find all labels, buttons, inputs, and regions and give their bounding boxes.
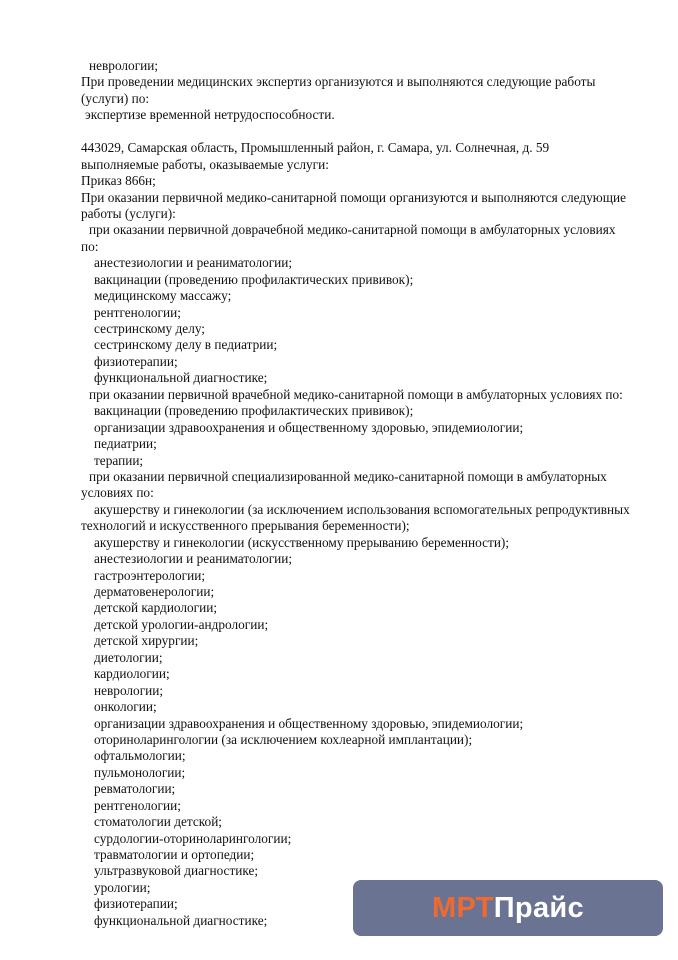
document-line: диетологии; [94, 649, 163, 665]
document-line: стоматологии детской; [94, 814, 223, 830]
document-line: травматологии и ортопедии; [94, 847, 255, 862]
document-body [0, 58, 678, 929]
document-line: организации здравоохранения и общественному здоровью, эпидемиологии; [94, 419, 524, 435]
document-line: гастроэнтерологии; [94, 567, 206, 583]
document-line: экспертизе временной нетрудоспособности. [85, 107, 335, 123]
document-line: организации здравоохранения и общественному здоровью, эпидемиологии; [94, 715, 524, 731]
document-line: детской урологии-андрологии; [94, 616, 269, 632]
document-line: неврологии; [89, 58, 159, 73]
document-line: функциональной диагностике; [94, 370, 268, 386]
document-line: при оказании первичной врачебной медико-санитарной помощи в амбулаторных условиях по: [89, 386, 623, 402]
watermark-part-price: Прайс [493, 891, 584, 924]
document-line: физиотерапии; [94, 896, 178, 912]
document-line: акушерству и гинекологии (искусственному прерыванию беременности); [94, 534, 510, 550]
document-line: оториноларингологии (за исключением кохлеарной имплантации); [94, 731, 473, 747]
document-line: условиях по: [81, 485, 154, 501]
document-line: вакцинации (проведению профилактических прививок); [94, 271, 414, 287]
document-line: сестринскому делу; [94, 321, 205, 336]
document-line: при оказании первичной доврачебной медико-санитарной помощи в амбулаторных условиях [89, 222, 616, 238]
document-line: физиотерапии; [94, 353, 178, 369]
document-line: урологии; [94, 879, 151, 895]
document-line: терапии; [94, 452, 144, 468]
document-line: кардиологии; [94, 666, 170, 682]
document-line: 443029, Самарская область, Промышленный район, г. Самара, ул. Солнечная, д. 59 [81, 140, 550, 156]
document-line: Приказ 866н; [81, 173, 156, 189]
document-line: ультразвуковой диагностике; [94, 863, 259, 879]
document-line: анестезиологии и реаниматологии; [94, 551, 293, 567]
document-line: выполняемые работы, оказываемые услуги: [81, 156, 329, 172]
document-line: рентгенологии; [94, 304, 181, 320]
document-line: при оказании первичной специализированной медико-санитарной помощи в амбулаторных [89, 468, 607, 484]
mrtprice-watermark-logo [353, 880, 663, 936]
document-line: неврологии; [94, 682, 164, 698]
blank-line [0, 124, 678, 140]
document-line: онкологии; [94, 699, 157, 715]
document-line: сестринскому делу в педиатрии; [94, 337, 278, 353]
document-line: анестезиологии и реаниматологии; [94, 255, 293, 271]
document-line: работы (услуги): [81, 205, 176, 221]
document-line: ревматологии; [94, 781, 176, 797]
document-line: (услуги) по: [81, 90, 150, 106]
document-line: технологий и искусственного прерывания беременности); [81, 518, 410, 534]
document-line: детской хирургии; [94, 633, 199, 649]
document-line: медицинскому массажу; [94, 288, 232, 304]
document-line: акушерству и гинекологии (за исключением использования вспомогательных репродуктивных [94, 501, 630, 517]
document-line: по: [81, 238, 99, 254]
document-line: При оказании первичной медико-санитарной помощи организуются и выполняются следующие [81, 189, 626, 205]
document-line: вакцинации (проведению профилактических прививок); [94, 403, 414, 419]
document-line: сурдологии-оториноларингологии; [94, 830, 292, 846]
watermark-part-mrt: МРТ [432, 891, 494, 924]
document-line: педиатрии; [94, 436, 157, 452]
document-line: детской кардиологии; [94, 600, 218, 616]
document-line: дерматовенерологии; [94, 584, 215, 599]
document-line: функциональной диагностике; [94, 912, 268, 928]
document-line: При проведении медицинских экспертиз организуются и выполняются следующие работы [81, 74, 596, 90]
document-line: пульмонологии; [94, 764, 186, 780]
document-line: офтальмологии; [94, 748, 186, 764]
document-line: рентгенологии; [94, 797, 181, 813]
